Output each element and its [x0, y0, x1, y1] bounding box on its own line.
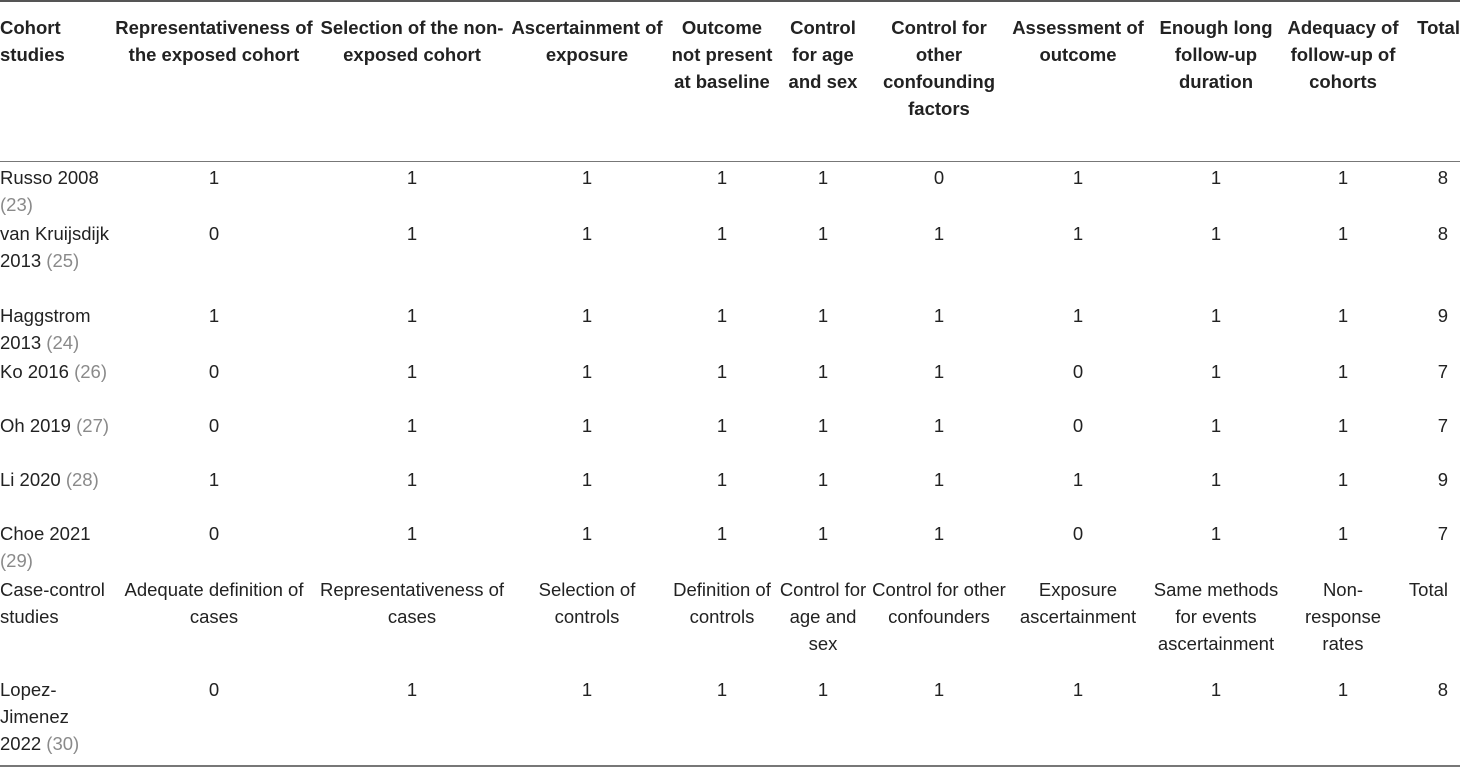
- score-cell: 1: [716, 222, 728, 244]
- score-cell: 0: [208, 222, 220, 244]
- total-cell: 7: [1437, 522, 1448, 544]
- study-cell: [0, 161, 112, 218]
- score-cell: 1: [581, 166, 593, 188]
- score-cell: 1: [716, 304, 728, 326]
- reference-link[interactable]: (26): [74, 360, 107, 382]
- table-row: [0, 300, 1460, 356]
- header-cell: Enough long follow-up duration: [1146, 1, 1286, 161]
- score-cell: 0: [208, 360, 220, 382]
- score-cell: 1: [1010, 674, 1146, 766]
- reference-link[interactable]: (30): [46, 732, 80, 754]
- score-cell: 1: [1337, 522, 1349, 544]
- header-cell: Selection of the non-exposed cohort: [316, 1, 508, 161]
- score-cell: 1: [1210, 360, 1222, 382]
- reference-link[interactable]: (27): [76, 414, 110, 436]
- study-cell: [0, 356, 112, 410]
- header-cell: Outcome not present at baseline: [666, 1, 778, 161]
- score-cell: 1: [1337, 468, 1349, 490]
- score-cell: 1: [1210, 414, 1222, 436]
- total-cell: 8: [1437, 166, 1448, 188]
- subheader-cell: Same methods for events ascertainment: [1153, 578, 1279, 654]
- score-cell: 0: [208, 522, 220, 544]
- score-cell: 1: [716, 360, 728, 382]
- score-cell: 1: [817, 522, 829, 544]
- score-cell: 1: [406, 222, 418, 244]
- study-name: Haggstrom 2013: [0, 304, 91, 353]
- score-cell: 1: [817, 360, 829, 382]
- score-cell: 1: [1286, 674, 1400, 766]
- study-cell: [0, 300, 112, 356]
- table-row: [0, 464, 1460, 518]
- subheader-cell: Control for other confounders: [872, 578, 1006, 627]
- study-name: Ko 2016: [0, 360, 69, 382]
- total-cell: 7: [1437, 360, 1448, 382]
- subheader-cell: Case-control studies: [0, 578, 105, 627]
- score-cell: 1: [406, 522, 418, 544]
- score-cell: 1: [1072, 222, 1084, 244]
- score-cell: 0: [1072, 414, 1084, 436]
- study-name: Russo 2008: [0, 166, 99, 188]
- header-cell: Control for age and sex: [778, 1, 868, 161]
- score-cell: 1: [406, 468, 418, 490]
- score-cell: 1: [666, 674, 778, 766]
- score-cell: 1: [581, 468, 593, 490]
- table-row: [0, 356, 1460, 410]
- study-cell: [0, 674, 112, 766]
- study-cell: [0, 464, 112, 518]
- score-cell: 1: [581, 304, 593, 326]
- score-cell: 1: [778, 674, 868, 766]
- study-cell: [0, 518, 112, 574]
- score-cell: 1: [817, 304, 829, 326]
- score-cell: 1: [1210, 166, 1222, 188]
- score-cell: 1: [716, 414, 728, 436]
- subheader-cell: Exposure ascertainment: [1019, 578, 1137, 627]
- study-cell: [0, 410, 112, 464]
- score-cell: 1: [208, 304, 220, 326]
- score-cell: 1: [316, 674, 508, 766]
- score-cell: 1: [406, 360, 418, 382]
- score-cell: 1: [581, 522, 593, 544]
- study-name: Choe 2021: [0, 522, 91, 544]
- score-cell: 1: [817, 222, 829, 244]
- score-cell: 1: [1146, 674, 1286, 766]
- study-cell: [0, 218, 112, 300]
- subheader-cell: Non-response rates: [1304, 578, 1382, 654]
- score-cell: 1: [1337, 166, 1349, 188]
- score-cell: 1: [1337, 222, 1349, 244]
- score-cell: 1: [817, 468, 829, 490]
- score-cell: 1: [1072, 166, 1084, 188]
- case-control-header-row: [0, 574, 1460, 674]
- score-cell: 1: [1337, 360, 1349, 382]
- table-row: [0, 218, 1460, 300]
- score-cell: 1: [1210, 468, 1222, 490]
- score-cell: 1: [817, 414, 829, 436]
- score-cell: 1: [581, 222, 593, 244]
- score-cell: 1: [933, 468, 945, 490]
- score-cell: 0: [1072, 522, 1084, 544]
- header-cell: Representativeness of the exposed cohort: [112, 1, 316, 161]
- score-cell: 0: [208, 414, 220, 436]
- header-cell: Assessment of outcome: [1010, 1, 1146, 161]
- header-cell: Ascertainment of exposure: [508, 1, 666, 161]
- score-cell: 1: [933, 522, 945, 544]
- subheader-cell: Representativeness of cases: [319, 578, 505, 627]
- total-cell: 8: [1437, 222, 1448, 244]
- score-cell: 1: [933, 304, 945, 326]
- score-cell: 1: [817, 166, 829, 188]
- score-cell: 1: [1072, 304, 1084, 326]
- score-cell: 1: [406, 414, 418, 436]
- subheader-cell: Total: [1408, 578, 1448, 600]
- total-cell: 9: [1437, 468, 1448, 490]
- subheader-cell: Definition of controls: [673, 578, 771, 627]
- reference-link[interactable]: (23): [0, 193, 33, 215]
- total-cell: 8: [1400, 674, 1460, 766]
- subheader-cell: Adequate definition of cases: [124, 578, 304, 627]
- score-cell: 1: [406, 304, 418, 326]
- reference-link[interactable]: (25): [46, 249, 80, 271]
- score-cell: 1: [1210, 522, 1222, 544]
- reference-link[interactable]: (24): [46, 331, 80, 353]
- score-cell: 1: [716, 166, 728, 188]
- score-cell: 1: [716, 522, 728, 544]
- score-cell: 1: [716, 468, 728, 490]
- score-cell: 1: [1210, 222, 1222, 244]
- study-name: Oh 2019: [0, 414, 71, 436]
- subheader-cell: Control for age and sex: [779, 578, 867, 654]
- score-cell: 1: [208, 166, 220, 188]
- score-cell: 1: [1210, 304, 1222, 326]
- score-cell: 1: [581, 360, 593, 382]
- score-cell: 1: [933, 360, 945, 382]
- table-row: [0, 518, 1460, 574]
- reference-link[interactable]: (28): [65, 468, 99, 490]
- total-cell: 7: [1437, 414, 1448, 436]
- score-cell: 1: [508, 674, 666, 766]
- score-cell: 0: [112, 674, 316, 766]
- table-row: [0, 674, 1460, 766]
- reference-link[interactable]: (29): [0, 549, 33, 571]
- table-row: [0, 161, 1460, 218]
- subheader-cell: Selection of controls: [538, 578, 636, 627]
- score-cell: 1: [933, 222, 945, 244]
- header-cell: Control for other confounding factors: [868, 1, 1010, 161]
- cohort-header-row: [0, 1, 1460, 161]
- total-cell: 9: [1437, 304, 1448, 326]
- score-cell: 0: [1072, 360, 1084, 382]
- score-cell: 1: [868, 674, 1010, 766]
- header-cell: Total: [1400, 1, 1460, 161]
- score-cell: 1: [406, 166, 418, 188]
- score-cell: 1: [581, 414, 593, 436]
- score-cell: 1: [208, 468, 220, 490]
- score-cell: 1: [1337, 304, 1349, 326]
- header-cell: Cohort studies: [0, 1, 112, 161]
- study-name: van Kruijsdijk 2013: [0, 222, 109, 271]
- score-cell: 1: [933, 414, 945, 436]
- score-cell: 1: [1337, 414, 1349, 436]
- header-cell: Adequacy of follow-up of cohorts: [1286, 1, 1400, 161]
- score-cell: 0: [933, 166, 945, 188]
- study-name: Li 2020: [0, 468, 61, 490]
- table-row: [0, 410, 1460, 464]
- study-name: Lopez-Jimenez 2022: [0, 678, 69, 754]
- score-cell: 1: [1072, 468, 1084, 490]
